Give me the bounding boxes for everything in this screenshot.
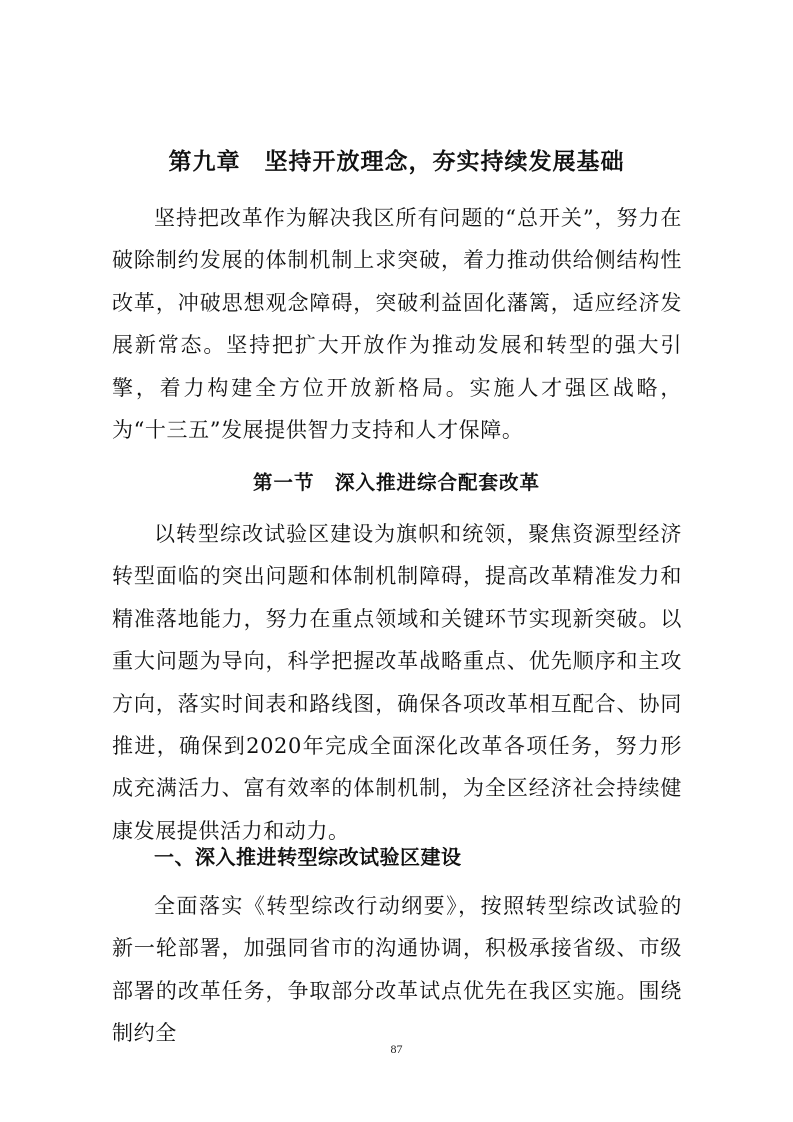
subsection-paragraph: 全面落实《转型综改行动纲要》，按照转型综改试验的新一轮部署，加强同省市的沟通协调，积极承接省级、市级部署的改革任务，争取部分改革试点优先在我区实施。围绕制约全 bbox=[112, 894, 682, 1046]
chapter-title: 第九章 坚持开放理念，夯实持续发展基础 bbox=[168, 149, 625, 175]
section-title: 第一节 深入推进综合配套改革 bbox=[252, 471, 540, 494]
subsection-title: 一、深入推进转型综改试验区建设 bbox=[154, 845, 462, 869]
page-number: 87 bbox=[390, 1042, 403, 1056]
intro-paragraph: 坚持把改革作为解决我区所有问题的“总开关”，努力在破除制约发展的体制机制上求突破，着力推动供给侧结构性改革，冲破思想观念障碍，突破利益固化藩篱，适应经济发展新常态。坚持把扩大开放作为推动发展和转型的强大引擎，着力构建全方位开放新格局。实施人才强区战略，为“十三五”发展提供智力支持和人才保障。 bbox=[112, 206, 682, 443]
section-paragraph: 以转型综改试验区建设为旗帜和统领，聚焦资源型经济转型面临的突出问题和体制机制障碍，提高改革精准发力和精准落地能力，努力在重点领域和关键环节实现新突破。以重大问题为导向，科学把握改革战略重点、优先顺序和主攻方向，落实时间表和路线图，确保各项改革相互配合、协同推进，确保到2020年完成全面深化改革各项任务，努力形成充满活力、富有效率的体制机制，为全区经济社会持续健康发展提供活力和动力。 bbox=[112, 522, 682, 843]
